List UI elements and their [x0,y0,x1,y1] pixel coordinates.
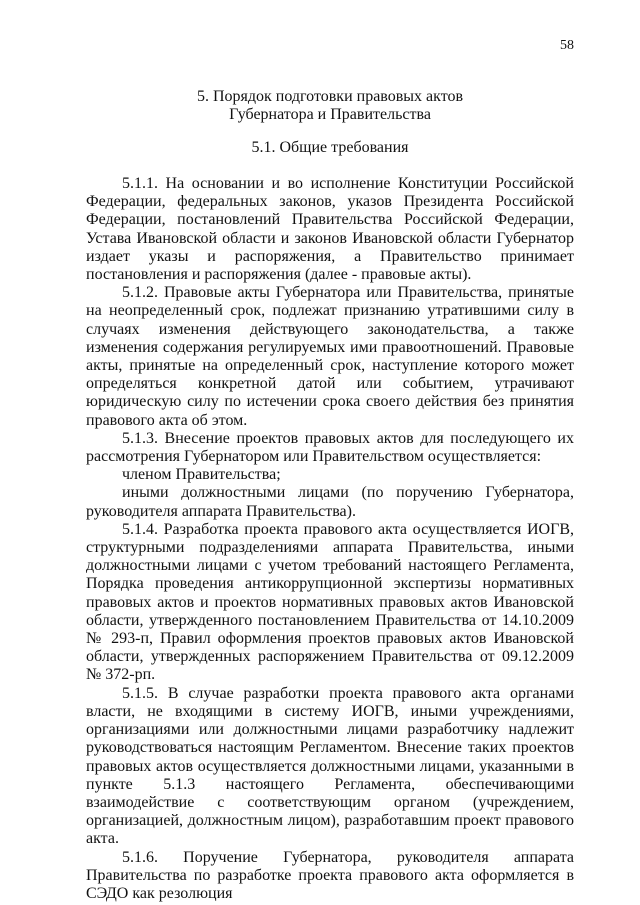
paragraph-5-1-5: 5.1.5. В случае разработки проекта правового акта органами власти, не входящими в систему ИОГВ, иными учреждениями, организациями или должностными лицами разработчику надлежит руководствоваться настоящим Регламентом. Внесение таких проектов правовых актов осуществляется должностными лицами, указанными в пункте 5.1.3 настоящего Регламента, обеспечивающими взаимодействие с соответствующим органом (учреждением, организацией, должностным лицом), разработавшим проект правового акта. [86,684,574,848]
subsection-title: 5.1. Общие требования [251,139,409,156]
paragraph-5-1-4: 5.1.4. Разработка проекта правового акта осуществляется ИОГВ, структурными подразделениями аппарата Правительства, иными должностными лицами с учетом требований настоящего Регламента, Порядка проведения антикоррупционной экспертизы нормативных правовых актов и проектов нормативных правовых актов Ивановской области, утвержденного постановлением Правительства от 14.10.2009 № 293-п, Правил оформления проектов правовых актов Ивановской области, утвержденных распоряжением Правительства от 09.12.2009 № 372-рп. [86,520,574,684]
body-text [86,175,574,903]
section-title-line-1: 5. Порядок подготовки правовых актов [196,88,464,105]
paragraph-5-1-3-item-2: иными должностными лицами (по поручению Губернатора, руководителя аппарата Правительства). [86,484,574,520]
section-title [100,88,560,124]
paragraph-5-1-3-item-1: членом Правительства; [122,466,281,484]
section-title-line-2: Губернатора и Правительства [229,106,431,123]
paragraph-5-1-1: 5.1.1. На основании и во исполнение Конституции Российской Федерации, федеральных законов, указов Президента Российской Федерации, постановлений Правительства Российской Федерации, Устава Ивановской области и законов Ивановской области Губернатор издает указы и распоряжения, а Правительство принимает постановления и распоряжения (далее - правовые акты). [86,175,574,284]
page-number: 58 [560,38,574,53]
paragraph-5-1-3: 5.1.3. Внесение проектов правовых актов для последующего их рассмотрения Губернатором или Правительством осуществляется: [86,429,574,466]
paragraph-5-1-2: 5.1.2. Правовые акты Губернатора или Правительства, принятые на неопределенный срок, подлежат признанию утратившими силу в случаях изменения действующего законодательства, а также изменения содержания регулируемых ими правоотношений. Правовые акты, принятые на определенный срок, наступление которого может определяться конкретной датой или событием, утрачивают юридическую силу по истечении срока своего действия без принятия правового акта об этом. [86,284,574,429]
paragraph-5-1-6: 5.1.6. Поручение Губернатора, руководителя аппарата Правительства по разработке проекта правового акта оформляется в СЭДО как резолюция [86,848,574,902]
